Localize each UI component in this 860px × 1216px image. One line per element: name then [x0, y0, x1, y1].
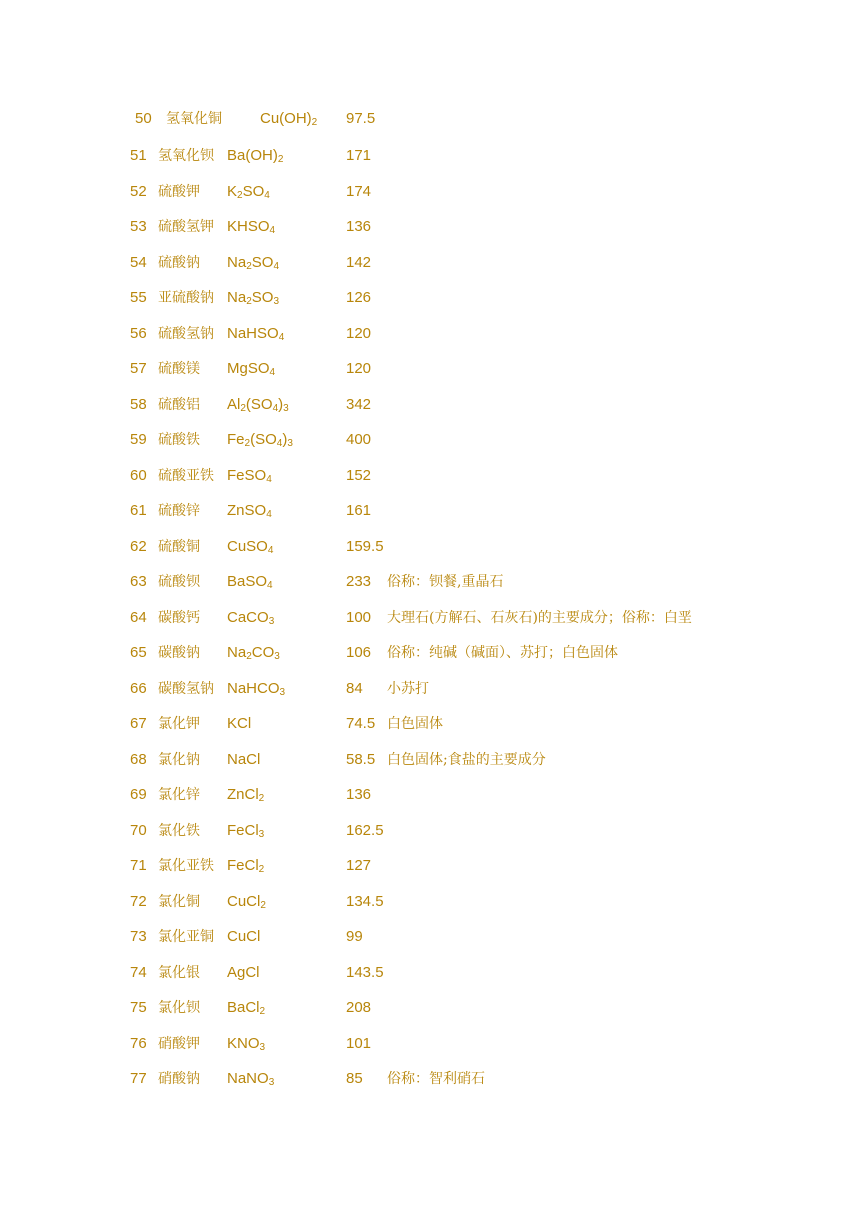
table-row: [0, 1032, 860, 1056]
row-number: 65: [130, 644, 147, 661]
row-number: 52: [130, 182, 147, 200]
compound-name: 氯化钠: [158, 751, 200, 768]
row-number: 60: [130, 466, 147, 484]
formula-subscript: 4: [266, 509, 272, 520]
compound-name: 硫酸钠: [158, 254, 200, 271]
formula-text: CuCl: [227, 928, 261, 945]
formula-subscript: 2: [237, 189, 243, 201]
chemical-formula: [227, 286, 279, 310]
chemical-formula: [227, 606, 274, 630]
formula-text: Fe: [227, 431, 245, 448]
molar-mass: 100: [346, 608, 372, 626]
molar-mass: 101: [346, 1034, 372, 1052]
table-row: [0, 606, 860, 630]
formula-text: FeCl: [227, 821, 259, 839]
compound-name: 硫酸铜: [158, 538, 200, 555]
chemical-formula: [227, 464, 272, 488]
molar-mass: 233: [346, 573, 372, 590]
formula-subscript: 3: [268, 615, 275, 627]
chemical-formula: [227, 1067, 274, 1091]
chemical-formula: [227, 322, 284, 346]
compound-name: 硫酸钡: [158, 574, 200, 590]
formula-text: ZnSO: [227, 502, 267, 519]
formula-text: FeSO: [227, 466, 267, 484]
table-row: [0, 535, 860, 559]
chemical-formula: [227, 393, 289, 417]
row-number: 55: [130, 289, 147, 306]
compound-name: 硫酸钾: [158, 183, 200, 200]
table-row: [0, 925, 860, 949]
molar-mass: 134.5: [346, 892, 384, 910]
compound-name: 氢氧化钡: [158, 148, 214, 164]
chemical-formula: [227, 854, 264, 878]
formula-subscript: 2: [246, 651, 252, 662]
formula-subscript: 3: [259, 1041, 266, 1053]
chemical-formula: [260, 107, 317, 131]
formula-text: NaHSO: [227, 324, 279, 342]
row-number: 69: [130, 786, 147, 803]
compound-name: 碳酸钙: [158, 609, 200, 626]
formula-text: (SO: [250, 431, 277, 448]
table-row: [0, 819, 860, 843]
chemical-formula: [227, 180, 270, 204]
molar-mass: 208: [346, 999, 372, 1016]
formula-text: MgSO: [227, 360, 270, 377]
formula-text: BaCl: [227, 999, 260, 1016]
table-row: [0, 570, 860, 594]
compound-name: 氯化铜: [158, 893, 200, 910]
compound-name: 氯化亚铁: [158, 858, 214, 874]
table-row: [0, 357, 860, 381]
table-row: [0, 464, 860, 488]
row-number: 54: [130, 253, 147, 271]
compound-name: 亚硫酸钠: [158, 290, 214, 306]
row-number: 64: [130, 608, 147, 626]
table-row: [0, 961, 860, 985]
row-number: 59: [130, 431, 147, 448]
table-row: [0, 677, 860, 701]
compound-name: 硫酸镁: [158, 361, 200, 377]
compound-name: 硫酸铝: [158, 396, 200, 413]
chemical-formula: [227, 641, 280, 665]
formula-text: Al: [227, 395, 241, 413]
table-row: [0, 1067, 860, 1091]
table-row: [0, 428, 860, 452]
formula-subscript: 3: [283, 402, 289, 414]
formula-subscript: 4: [264, 189, 270, 201]
molar-mass: 106: [346, 644, 372, 661]
formula-text: CaCO: [227, 608, 269, 626]
chemical-formula: [227, 677, 285, 701]
molar-mass: 136: [346, 786, 372, 803]
molar-mass: 127: [346, 857, 372, 874]
formula-subscript: 4: [273, 260, 279, 272]
molar-mass: 58.5: [346, 750, 376, 768]
formula-text: SO: [242, 182, 265, 200]
chemical-formula: [227, 535, 273, 559]
row-number: 61: [130, 502, 147, 519]
chemical-formula: [227, 1032, 265, 1056]
formula-text: Na: [227, 253, 247, 271]
compound-name: 碳酸钠: [158, 645, 200, 661]
formula-subscript: 2: [311, 117, 318, 128]
row-number: 73: [130, 928, 147, 945]
chemical-formula: [227, 570, 273, 594]
molar-mass: 162.5: [346, 821, 384, 839]
chemical-formula: [227, 961, 260, 985]
compound-name: 氯化铁: [158, 822, 200, 839]
formula-subscript: 4: [267, 544, 274, 556]
chemical-formula: [227, 996, 265, 1020]
formula-text: ): [278, 395, 284, 413]
formula-subscript: 3: [274, 651, 280, 662]
table-row: [0, 641, 860, 665]
molar-mass: 136: [346, 218, 372, 235]
table-row: [0, 748, 860, 772]
compound-note: 大理石(方解石、石灰石)的主要成分；俗称：白垩: [387, 609, 692, 626]
formula-text: CuSO: [227, 537, 268, 555]
molar-mass: 161: [346, 502, 372, 519]
chemical-formula: [227, 499, 272, 523]
row-number: 75: [130, 999, 147, 1016]
row-number: 74: [130, 963, 147, 981]
compound-name: 硫酸氢钠: [158, 325, 214, 342]
table-row: [0, 712, 860, 736]
formula-text: (SO: [245, 395, 273, 413]
formula-text: SO: [251, 253, 274, 271]
formula-text: KHSO: [227, 218, 270, 235]
row-number: 72: [130, 892, 147, 910]
compound-note: 俗称：钡餐,重晶石: [387, 574, 504, 590]
chemical-formula: [227, 925, 260, 949]
formula-subscript: 3: [287, 438, 293, 449]
compound-name: 氯化钡: [158, 1000, 200, 1016]
row-number: 67: [130, 715, 147, 732]
formula-text: KCl: [227, 715, 252, 732]
formula-subscript: 2: [258, 864, 265, 875]
molar-mass: 85: [346, 1070, 363, 1087]
chemical-formula: [227, 357, 275, 381]
formula-subscript: 2: [244, 438, 251, 449]
chemical-formula: [227, 783, 264, 807]
formula-subscript: 4: [266, 473, 272, 485]
table-row: [0, 180, 860, 204]
compound-note: 俗称：纯碱（碱面）、苏打；白色固体: [387, 645, 618, 661]
formula-subscript: 2: [246, 296, 252, 307]
molar-mass: 400: [346, 431, 372, 448]
formula-subscript: 3: [279, 686, 286, 698]
formula-subscript: 2: [258, 793, 265, 804]
row-number: 56: [130, 324, 147, 342]
chemical-formula: [227, 712, 251, 736]
molar-mass: 152: [346, 466, 372, 484]
row-number: 53: [130, 218, 147, 235]
formula-text: Ba(OH): [227, 147, 278, 164]
row-number: 51: [130, 147, 147, 164]
row-number: 70: [130, 821, 147, 839]
formula-subscript: 4: [269, 367, 276, 378]
chemical-formula: [227, 428, 293, 452]
formula-text: NaCl: [227, 750, 261, 768]
molar-mass: 174: [346, 182, 372, 200]
compound-note: 白色固体;食盐的主要成分: [387, 751, 546, 768]
molar-mass: 97.5: [346, 110, 376, 127]
formula-text: K: [227, 182, 238, 200]
row-number: 62: [130, 537, 147, 555]
table-row: [0, 499, 860, 523]
formula-text: ): [282, 431, 288, 448]
compound-name: 氯化锌: [158, 787, 200, 803]
table-row: [0, 107, 860, 131]
formula-subscript: 4: [276, 438, 283, 449]
formula-text: KNO: [227, 1034, 260, 1052]
compound-name: 硫酸氢钾: [158, 219, 214, 235]
formula-subscript: 2: [277, 154, 284, 165]
formula-subscript: 2: [246, 260, 252, 272]
molar-mass: 99: [346, 928, 363, 945]
compound-note: 小苏打: [387, 680, 429, 697]
row-number: 71: [130, 857, 147, 874]
table-row: [0, 890, 860, 914]
formula-subscript: 2: [259, 1006, 266, 1017]
compound-note: 俗称：智利硝石: [387, 1071, 485, 1087]
formula-subscript: 4: [269, 225, 276, 236]
molar-mass: 74.5: [346, 715, 376, 732]
compound-name: 氢氧化铜: [166, 111, 222, 127]
formula-text: ZnCl: [227, 786, 259, 803]
formula-subscript: 3: [268, 1077, 275, 1088]
row-number: 58: [130, 395, 147, 413]
formula-text: BaSO: [227, 573, 268, 590]
formula-text: Na: [227, 644, 247, 661]
molar-mass: 120: [346, 360, 372, 377]
formula-text: Na: [227, 289, 247, 306]
table-row: [0, 854, 860, 878]
compound-name: 硫酸铁: [158, 432, 200, 448]
formula-subscript: 3: [273, 296, 279, 307]
compound-name: 硫酸亚铁: [158, 467, 214, 484]
row-number: 68: [130, 750, 147, 768]
chemical-formula: [227, 748, 260, 772]
molar-mass: 120: [346, 324, 372, 342]
molar-mass: 159.5: [346, 537, 384, 555]
molar-mass: 171: [346, 147, 372, 164]
formula-subscript: 2: [240, 402, 246, 414]
formula-text: SO: [251, 289, 274, 306]
row-number: 50: [135, 110, 152, 127]
compound-name: 硫酸锌: [158, 503, 200, 519]
row-number: 77: [130, 1070, 147, 1087]
table-row: [0, 144, 860, 168]
compound-name: 硝酸钠: [158, 1071, 200, 1087]
table-row: [0, 393, 860, 417]
formula-subscript: 2: [260, 899, 266, 911]
table-row: [0, 996, 860, 1020]
formula-text: FeCl: [227, 857, 259, 874]
chemical-formula: [227, 251, 279, 275]
formula-text: NaHCO: [227, 679, 280, 697]
chemical-formula: [227, 819, 264, 843]
compound-name: 氯化银: [158, 964, 200, 981]
chemical-formula: [227, 890, 266, 914]
row-number: 66: [130, 679, 147, 697]
table-row: [0, 215, 860, 239]
compound-note: 白色固体: [387, 716, 443, 732]
molar-mass: 126: [346, 289, 372, 306]
formula-text: Cu(OH): [260, 110, 312, 127]
formula-text: CuCl: [227, 892, 261, 910]
formula-text: AgCl: [227, 963, 260, 981]
molar-mass: 142: [346, 253, 372, 271]
formula-subscript: 4: [278, 331, 285, 343]
row-number: 76: [130, 1034, 147, 1052]
chemical-formula: [227, 215, 275, 239]
molar-mass: 342: [346, 395, 372, 413]
row-number: 63: [130, 573, 147, 590]
compound-name: 碳酸氢钠: [158, 680, 214, 697]
chemical-formula: [227, 144, 283, 168]
table-row: [0, 251, 860, 275]
row-number: 57: [130, 360, 147, 377]
molar-mass: 84: [346, 679, 363, 697]
compound-name: 氯化钾: [158, 716, 200, 732]
molar-mass: 143.5: [346, 963, 384, 981]
formula-subscript: 3: [258, 828, 265, 840]
formula-subscript: 4: [272, 402, 279, 414]
table-row: [0, 322, 860, 346]
formula-subscript: 4: [267, 580, 273, 591]
formula-text: NaNO: [227, 1070, 269, 1087]
compound-name: 硝酸钾: [158, 1035, 200, 1052]
table-row: [0, 783, 860, 807]
compound-name: 氯化亚铜: [158, 929, 214, 945]
table-row: [0, 286, 860, 310]
formula-text: CO: [251, 644, 275, 661]
